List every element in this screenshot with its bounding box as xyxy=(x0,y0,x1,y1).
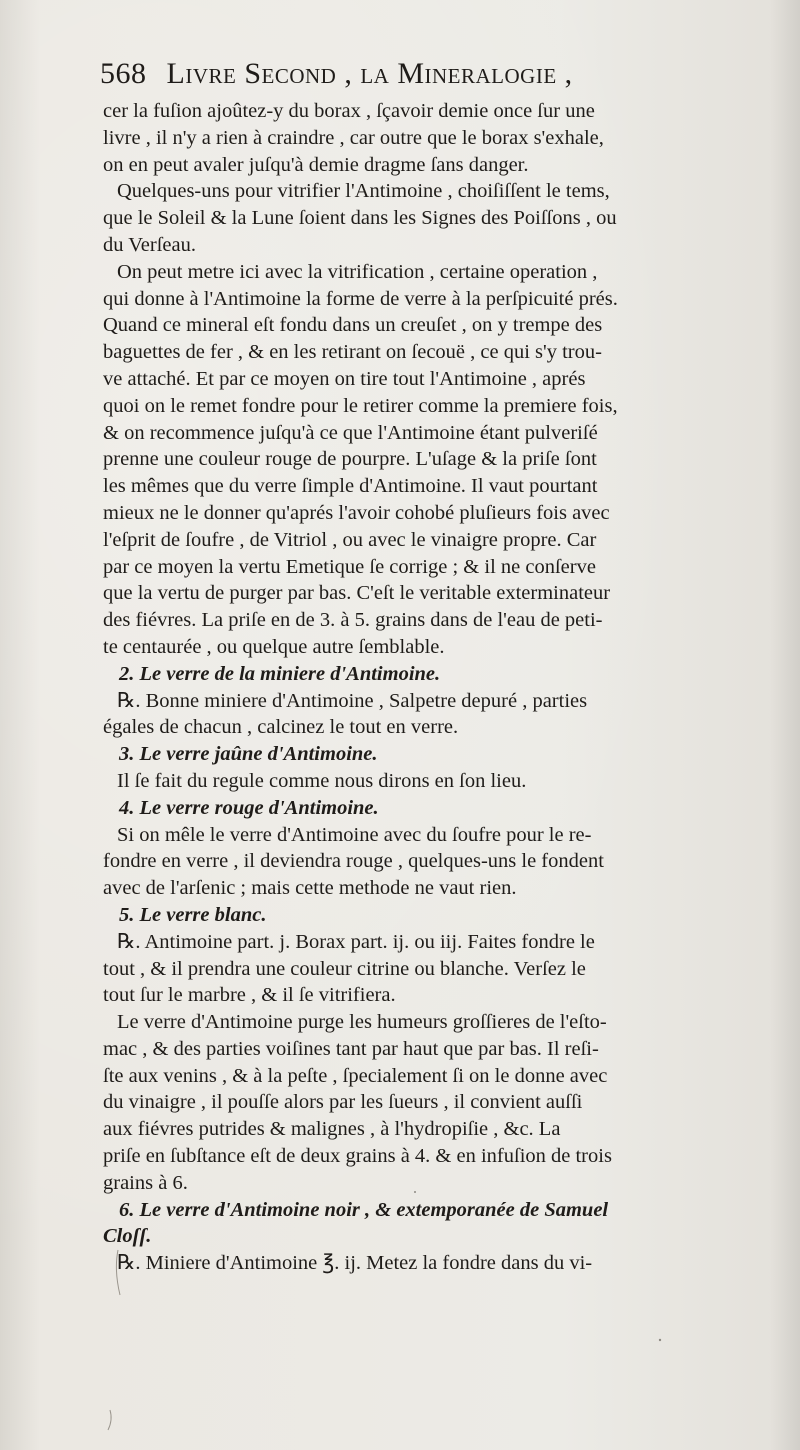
text-line: qui donne à l'Antimoine la forme de verre à la perſpicuité prés. xyxy=(103,287,618,310)
text-line: ſte aux venins , & à la peſte , ſpecialement ſi on le donne avec xyxy=(103,1064,608,1087)
text-line: par ce moyen la vertu Emetique ſe corrige ; & il ne conſerve xyxy=(103,555,596,578)
text-line: du vinaigre , il pouſſe alors par les ſueurs , il convient auſſi xyxy=(103,1091,583,1114)
text-line: les mêmes que du verre ſimple d'Antimoine. Il vaut pourtant xyxy=(103,475,598,498)
section-heading-line: 5. Le verre blanc. xyxy=(119,903,267,926)
text-line: ℞. Miniere d'Antimoine ℥. ij. Metez la fondre dans du vi- xyxy=(117,1252,593,1275)
text-line: aux fiévres putrides & malignes , à l'hydropiſie , &c. La xyxy=(103,1118,561,1141)
text-line: on en peut avaler juſqu'à demie dragme ſans danger. xyxy=(103,153,529,176)
text-line: Quand ce mineral eſt fondu dans un creuſet , on y trempe des xyxy=(103,314,603,337)
text-line: On peut metre ici avec la vitrification , certaine operation , xyxy=(117,260,598,283)
text-line: Il ſe fait du regule comme nous dirons en ſon lieu. xyxy=(117,769,527,792)
section-heading-line: Cloſſ. xyxy=(103,1225,152,1248)
text-line: priſe en ſubſtance eſt de deux grains à 4. & en infuſion de trois xyxy=(103,1145,612,1168)
section-heading-line: 4. Le verre rouge d'Antimoine. xyxy=(119,796,379,819)
text-line: que la vertu de purger par bas. C'eſt le veritable exterminateur xyxy=(103,582,611,605)
text-line: livre , il n'y a rien à craindre , car outre que le borax s'exhale, xyxy=(103,126,604,149)
text-line: Si on mêle le verre d'Antimoine avec du ſoufre pour le re- xyxy=(117,823,592,846)
text-line: cer la fuſion ajoûtez-y du borax , ſçavoir demie once ſur une xyxy=(103,100,595,122)
text-line: te centaurée , ou quelque autre ſemblable. xyxy=(103,635,445,658)
text-line: avec de l'arſenic ; mais cette methode ne vaut rien. xyxy=(103,877,517,900)
running-title: Livre Second , la Mineralogie , xyxy=(166,57,573,90)
section-heading-line: 6. Le verre d'Antimoine noir , & extemporanée de Samuel xyxy=(119,1198,609,1221)
stray-mark xyxy=(108,1410,111,1430)
text-line: que le Soleil & la Lune ſoient dans les Signes des Poiſſons , ou xyxy=(103,207,617,230)
text-line: ve attaché. Et par ce moyen on tire tout l'Antimoine , aprés xyxy=(103,367,586,390)
text-line: quoi on le remet fondre pour le retirer comme la premiere fois, xyxy=(103,394,618,417)
paper-speck xyxy=(659,1339,661,1341)
text-line: des fiévres. La priſe en de 3. à 5. grains dans de l'eau de peti- xyxy=(103,609,603,632)
text-line: l'eſprit de ſoufre , de Vitriol , ou avec le vinaigre propre. Car xyxy=(103,528,597,551)
section-heading-line: 3. Le verre jaûne d'Antimoine. xyxy=(119,743,378,766)
text-line: du Verſeau. xyxy=(103,233,196,256)
running-header xyxy=(100,55,780,93)
text-line: tout , & il prendra une couleur citrine ou blanche. Verſez le xyxy=(103,957,586,980)
text-line: égales de chacun , calcinez le tout en verre. xyxy=(103,716,459,739)
text-line: Quelques-uns pour vitrifier l'Antimoine , choiſiſſent le tems, xyxy=(117,180,610,203)
section-heading-line: 2. Le verre de la miniere d'Antimoine. xyxy=(119,662,441,685)
page-number: 568 xyxy=(100,57,147,90)
page-edge-shadow xyxy=(770,0,800,1450)
text-line: baguettes de fer , & en les retirant on ſecouë , ce qui s'y trou- xyxy=(103,341,602,364)
text-line: & on recommence juſqu'à ce que l'Antimoine étant pulveriſé xyxy=(103,421,598,444)
text-line: mieux ne le donner qu'aprés l'avoir cohobé pluſieurs fois avec xyxy=(103,501,610,524)
text-line: mac , & des parties voiſines tant par haut que par bas. Il reſi- xyxy=(103,1037,599,1060)
text-line: ℞. Bonne miniere d'Antimoine , Salpetre depuré , parties xyxy=(117,689,588,712)
text-line: ℞. Antimoine part. j. Borax part. ij. ou iij. Faites fondre le xyxy=(117,930,595,953)
text-line: grains à 6. xyxy=(103,1171,188,1194)
text-line: prenne une couleur rouge de pourpre. L'uſage & la priſe ſont xyxy=(103,448,597,471)
text-line: Le verre d'Antimoine purge les humeurs groſſieres de l'eſto- xyxy=(117,1011,607,1034)
text-line: fondre en verre , il deviendra rouge , quelques-uns le fondent xyxy=(103,850,604,873)
body-text xyxy=(103,98,768,1277)
text-line: tout ſur le marbre , & il ſe vitrifiera. xyxy=(103,984,396,1007)
